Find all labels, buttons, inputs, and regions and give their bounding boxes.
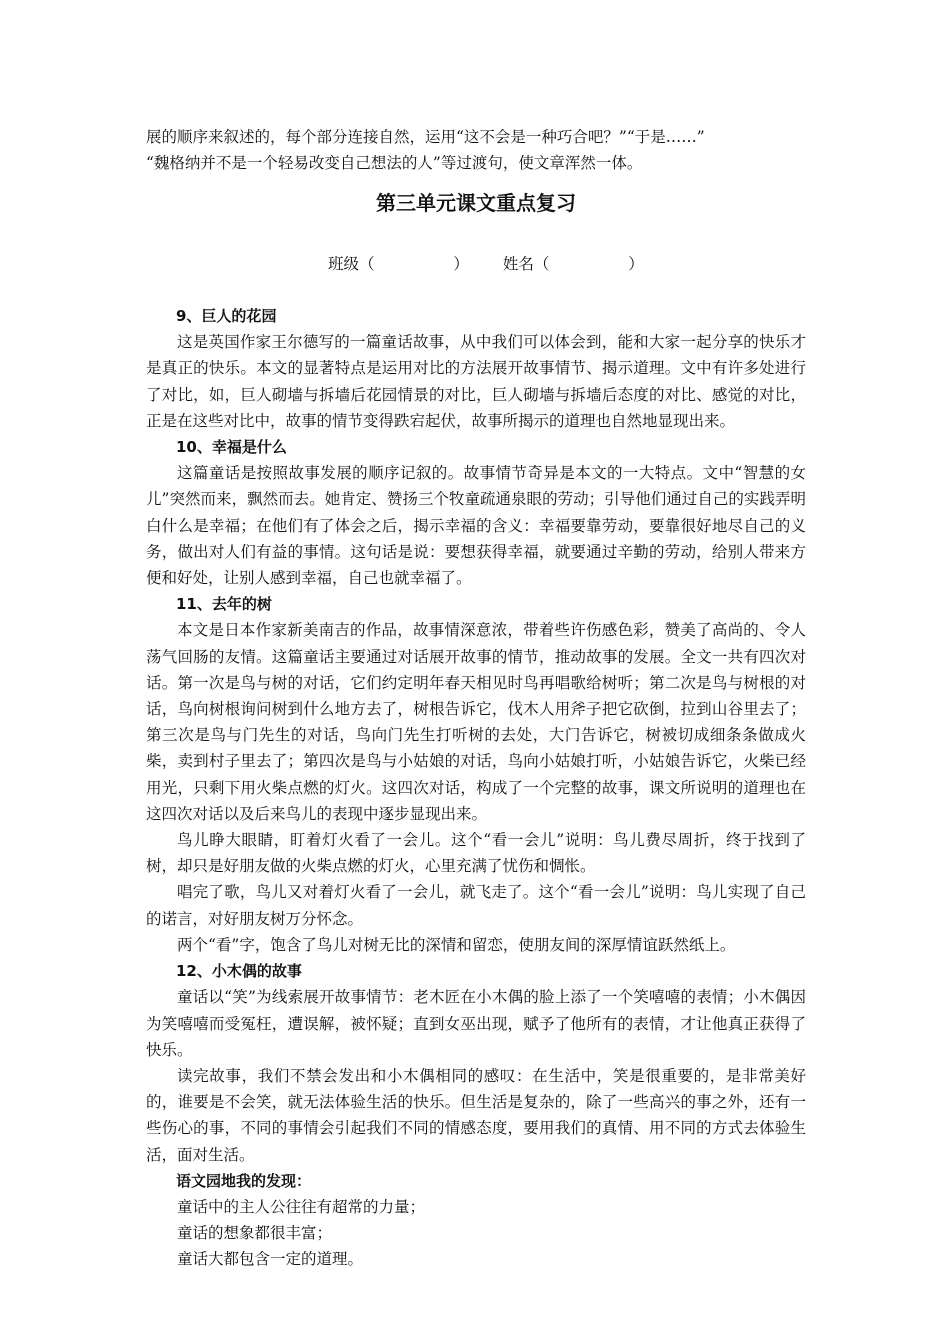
section-paragraph: 读完故事，我们不禁会发出和小木偶相同的感叹：在生活中，笑是很重要的，是非常美好的，谁要是不会笑，就无法体验生活的快乐。但生活是复杂的，除了一些高兴的事之外，还有一些伤心的事，不同的事情会引起我们不同的情感态度，要用我们的真情、用不同的方式去体验生活，面对生活。 [146, 1066, 806, 1164]
class-field: 班级（ ） [328, 254, 469, 273]
section-heading: 10、幸福是什么 [176, 438, 287, 457]
section-paragraph: 这是英国作家王尔德写的一篇童话故事，从中我们可以体会到，能和大家一起分享的快乐才是真正的快乐。本文的显著特点是运用对比的方法展开故事情节、揭示道理。文中有许多处进行了对比，如，巨人砌墙与拆墙后花园情景的对比，巨人砌墙与拆墙后态度的对比、感觉的对比，正是在这些对比中，故事的情节变得跌宕起伏，故事所揭示的道理也自然地显现出来。 [146, 333, 806, 430]
section-paragraph: 鸟儿睁大眼睛，盯着灯火看了一会儿。这个“看一会儿”说明：鸟儿费尽周折，终于找到了树，却只是好朋友做的火柴点燃的灯火，心里充满了忧伤和惆怅。 [146, 831, 806, 876]
discovery-item: 童话大都包含一定的道理。 [177, 1250, 364, 1269]
intro-line-1: 展的顺序来叙述的，每个部分连接自然，运用“这不会是一种巧合吧？”“于是……” [146, 128, 705, 146]
intro-line-2: “魏格纳并不是一个轻易改变自己想法的人”等过渡句，使文章浑然一体。 [146, 154, 643, 173]
discovery-heading: 语文园地我的发现： [176, 1171, 312, 1190]
page-title: 第三单元课文重点复习 [376, 191, 576, 216]
section-heading: 11、去年的树 [176, 595, 272, 614]
discovery-item: 童话中的主人公往往有超常的力量； [177, 1197, 426, 1216]
section-paragraph: 这篇童话是按照故事发展的顺序记叙的。故事情节奇异是本文的一大特点。文中“智慧的女儿”突然而来，飘然而去。她肯定、赞扬三个牧童疏通泉眼的劳动；引导他们通过自己的实践弄明白什么是幸福；在他们有了体会之后，揭示幸福的含义：幸福要靠劳动，要靠很好地尽自己的义务，做出对人们有益的事情。这句话是说：要想获得幸福，就要通过辛勤的劳动，给别人带来方便和好处，让别人感到幸福，自己也就幸福了。 [146, 464, 806, 588]
name-field: 姓名（ ） [502, 254, 644, 273]
document-page [146, 124, 806, 1273]
section-heading: 12、小木偶的故事 [176, 962, 302, 981]
section-paragraph: 两个“看”字，饱含了鸟儿对树无比的深情和留恋，使朋友间的深厚情谊跃然纸上。 [177, 935, 736, 954]
section-heading: 9、巨人的花园 [176, 307, 277, 326]
section-paragraph: 唱完了歌，鸟儿又对着灯火看了一会儿，就飞走了。这个“看一会儿”说明：鸟儿实现了自己的诺言，对好朋友树万分怀念。 [146, 883, 806, 928]
section-paragraph: 本文是日本作家新美南吉的作品，故事情深意浓，带着些许伤感色彩，赞美了高尚的、令人荡气回肠的友情。这篇童话主要通过对话展开故事的情节，推动故事的发展。全文一共有四次对话。第一次是鸟与树的对话，它们约定明年春天相见时鸟再唱歌给树听；第二次是鸟与树根的对话，鸟向树根询问树到什么地方去了，树根告诉它，伐木人用斧子把它砍倒，拉到山谷里去了；第三次是鸟与门先生的对话，鸟向门先生打听树的去处，大门告诉它，树被切成细条条做成火柴，卖到村子里去了；第四次是鸟与小姑娘的对话，鸟向小姑娘打听，小姑娘告诉它，火柴已经用光，只剩下用火柴点燃的灯火。这四次对话，构成了一个完整的故事，课文所说明的道理也在这四次对话以及后来鸟儿的表现中逐步显现出来。 [146, 621, 806, 823]
student-info-row [146, 224, 806, 303]
discovery-item: 童话的想象都很丰富； [177, 1224, 333, 1243]
section-paragraph: 童话以“笑”为线索展开故事情节：老木匠在小木偶的脸上添了一个笑嘻嘻的表情；小木偶因为笑嘻嘻而受冤枉，遭误解，被怀疑；直到女巫出现，赋予了他所有的表情，才让他真正获得了快乐。 [146, 988, 806, 1059]
